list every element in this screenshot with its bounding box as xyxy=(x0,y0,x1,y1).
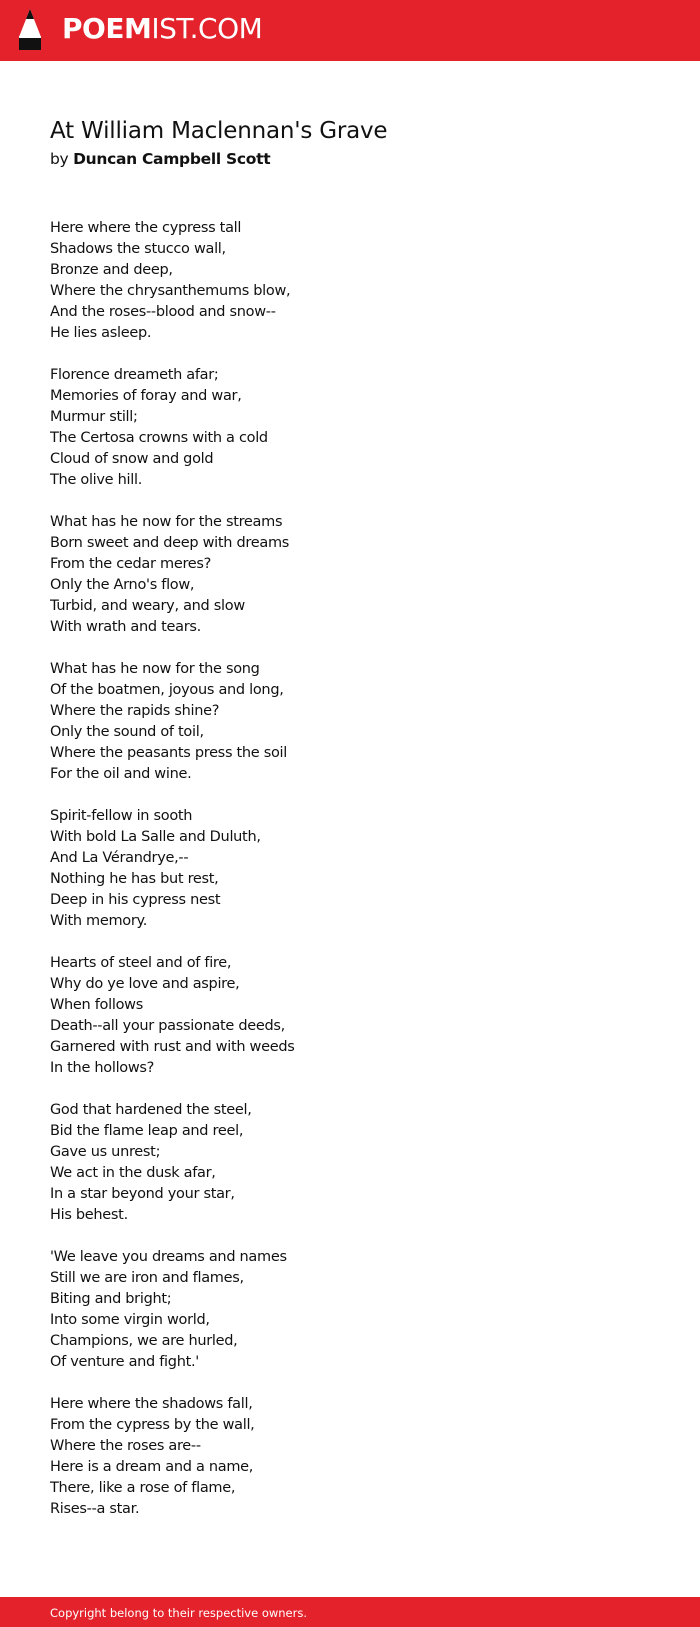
poem-line: Only the Arno's flow, xyxy=(50,577,195,593)
poem-line: He lies asleep. xyxy=(50,325,152,341)
poem-line: Cloud of snow and gold xyxy=(50,451,214,467)
poem-line: Born sweet and deep with dreams xyxy=(50,535,290,551)
poem-line: Murmur still; xyxy=(50,409,138,425)
poem-line: Death--all your passionate deeds, xyxy=(50,1018,285,1034)
poem-line: Rises--a star. xyxy=(50,1501,140,1517)
poem-line: Hearts of steel and of fire, xyxy=(50,955,232,971)
poem-line: In a star beyond your star, xyxy=(50,1186,235,1202)
poem-stanza xyxy=(50,218,650,344)
poem-line: Memories of foray and war, xyxy=(50,388,242,404)
poem-line: When follows xyxy=(50,997,143,1013)
poem-line: Here where the shadows fall, xyxy=(50,1396,253,1412)
poem-line: Here is a dream and a name, xyxy=(50,1459,254,1475)
poem-line: Bid the flame leap and reel, xyxy=(50,1123,244,1139)
poem-stanza xyxy=(50,659,650,785)
poem-line: The Certosa crowns with a cold xyxy=(50,430,268,446)
poem-line: From the cedar meres? xyxy=(50,556,212,572)
poem-stanza xyxy=(50,1247,650,1373)
poem-line: Of venture and fight.' xyxy=(50,1354,199,1370)
poem-line: Spirit-fellow in sooth xyxy=(50,808,193,824)
logo-light-text: IST.COM xyxy=(151,12,263,45)
poem-line: Shadows the stucco wall, xyxy=(50,241,226,257)
poem-line: Gave us unrest; xyxy=(50,1144,161,1160)
poem-title: At William Maclennan's Grave xyxy=(50,118,388,144)
poem-line: Deep in his cypress nest xyxy=(50,892,221,908)
poem-stanza xyxy=(50,1100,650,1226)
poem-line: Still we are iron and flames, xyxy=(50,1270,244,1286)
poem-stanza xyxy=(50,1394,650,1520)
poem-line: Where the roses are-- xyxy=(50,1438,201,1454)
logo-strong-text: POEM xyxy=(62,12,152,45)
poem-line: 'We leave you dreams and names xyxy=(50,1249,287,1265)
poem-line: Into some virgin world, xyxy=(50,1312,210,1328)
poem-line: There, like a rose of flame, xyxy=(50,1480,236,1496)
poem-stanza xyxy=(50,953,650,1079)
poem-line: Where the rapids shine? xyxy=(50,703,220,719)
poem-line: With wrath and tears. xyxy=(50,619,201,635)
poem-line: We act in the dusk afar, xyxy=(50,1165,216,1181)
pencil-logo-icon xyxy=(17,9,43,51)
poem-line: Florence dreameth afar; xyxy=(50,367,219,383)
poem-line: Where the chrysanthemums blow, xyxy=(50,283,291,299)
poem-line: Garnered with rust and with weeds xyxy=(50,1039,295,1055)
poem-line: What has he now for the song xyxy=(50,661,260,677)
poem-line: For the oil and wine. xyxy=(50,766,192,782)
poem-line: Of the boatmen, joyous and long, xyxy=(50,682,284,698)
poem-line: With bold La Salle and Duluth, xyxy=(50,829,261,845)
poem-line: His behest. xyxy=(50,1207,128,1223)
poem-body xyxy=(50,218,650,1541)
poem-line: Bronze and deep, xyxy=(50,262,173,278)
poem-line: And La Vérandrye,-- xyxy=(50,850,189,866)
poem-line: Turbid, and weary, and slow xyxy=(50,598,245,614)
poem-line: With memory. xyxy=(50,913,148,929)
poem-line: And the roses--blood and snow-- xyxy=(50,304,276,320)
poem-stanza xyxy=(50,365,650,491)
poem-line: Where the peasants press the soil xyxy=(50,745,287,761)
by-label: by xyxy=(50,150,69,168)
author-link[interactable]: Duncan Campbell Scott xyxy=(73,150,271,168)
site-header xyxy=(0,0,700,61)
poem-line: Only the sound of toil, xyxy=(50,724,204,740)
poem-stanza xyxy=(50,512,650,638)
site-footer xyxy=(0,1597,700,1627)
poem-byline xyxy=(50,148,270,170)
poem-stanza xyxy=(50,806,650,932)
poem-line: Biting and bright; xyxy=(50,1291,172,1307)
poem-line: What has he now for the streams xyxy=(50,514,283,530)
poem-line: Nothing he has but rest, xyxy=(50,871,219,887)
poem-line: In the hollows? xyxy=(50,1060,155,1076)
poem-line: Here where the cypress tall xyxy=(50,220,242,236)
copyright-text: Copyright belong to their respective owners. xyxy=(50,1606,308,1620)
poem-line: Why do ye love and aspire, xyxy=(50,976,240,992)
poem-line: Champions, we are hurled, xyxy=(50,1333,238,1349)
poem-line: God that hardened the steel, xyxy=(50,1102,252,1118)
poem-line: From the cypress by the wall, xyxy=(50,1417,255,1433)
poem-line: The olive hill. xyxy=(50,472,143,488)
site-logo-text xyxy=(62,11,262,47)
